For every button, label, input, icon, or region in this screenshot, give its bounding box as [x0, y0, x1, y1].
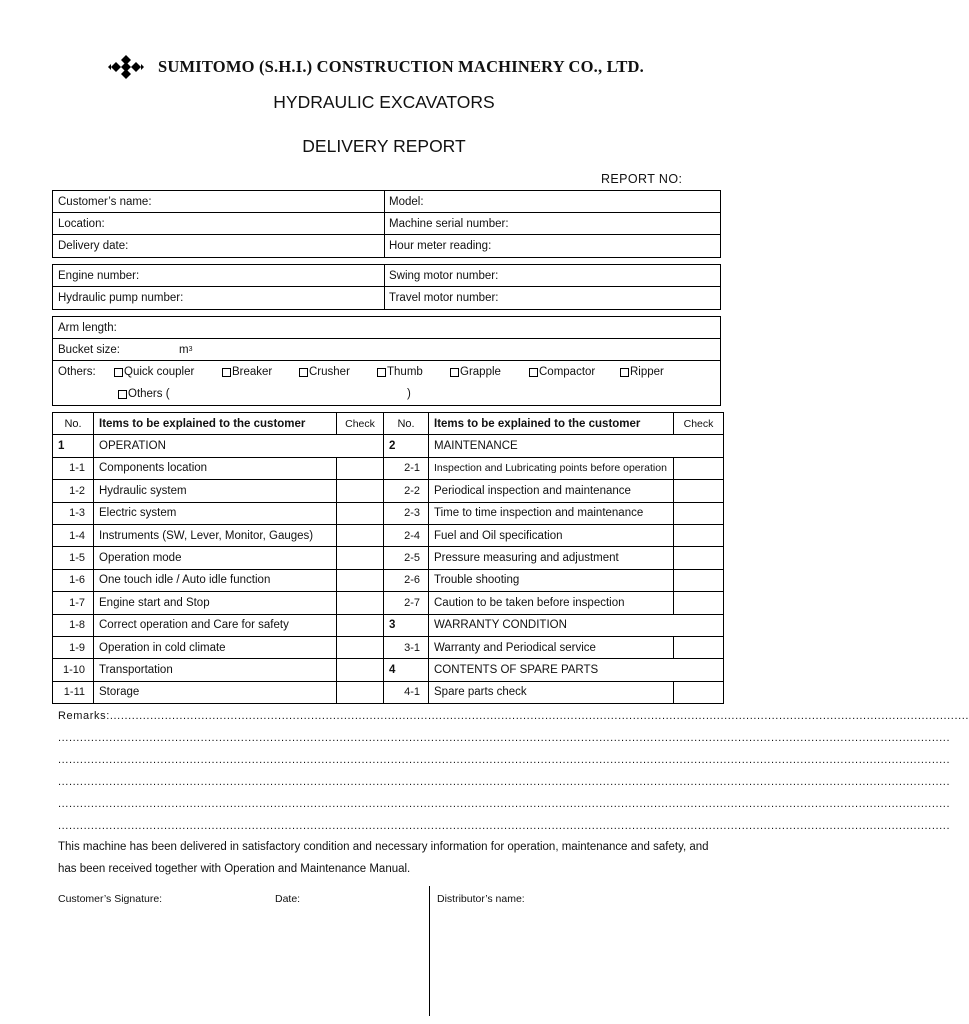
check-cell[interactable]	[674, 480, 724, 502]
check-cell[interactable]	[337, 681, 384, 703]
option-breaker[interactable]: Breaker	[222, 361, 272, 383]
section-title: WARRANTY CONDITION	[429, 614, 724, 636]
remarks-line[interactable]: ....................................................................................................................................................................................................................................................	[58, 776, 951, 788]
item-number: 2-4	[384, 524, 429, 546]
engine-number-field[interactable]: Engine number:	[58, 269, 140, 282]
option-compactor[interactable]: Compactor	[529, 361, 595, 383]
check-cell[interactable]	[337, 480, 384, 502]
item-number: 1-8	[53, 614, 94, 636]
item-label: Components location	[94, 457, 337, 479]
sumitomo-logo-icon	[108, 54, 144, 80]
model-field[interactable]: Model:	[389, 195, 424, 208]
col-no-header: No.	[53, 413, 94, 435]
others-label: Others:	[58, 366, 96, 378]
checkbox-icon[interactable]	[620, 368, 629, 377]
table-row	[53, 636, 724, 658]
table-row	[53, 547, 724, 569]
item-label: Fuel and Oil specification	[429, 524, 674, 546]
item-number: 4-1	[384, 681, 429, 703]
item-number: 2-7	[384, 592, 429, 614]
section-number: 1	[53, 435, 94, 457]
item-label: Electric system	[94, 502, 337, 524]
check-cell[interactable]	[674, 502, 724, 524]
section-number: 3	[384, 614, 429, 636]
checkbox-icon[interactable]	[299, 368, 308, 377]
hour-meter-field[interactable]: Hour meter reading:	[389, 240, 492, 252]
option-others[interactable]: Others (	[118, 383, 170, 405]
section-number: 2	[384, 435, 429, 457]
item-label: Transportation	[94, 659, 337, 681]
items-checklist-table	[52, 412, 724, 704]
table-row	[53, 524, 724, 546]
col-check-header: Check	[337, 413, 384, 435]
remarks-line[interactable]: ....................................................................................................................................................................................................................................................	[58, 798, 951, 810]
check-cell[interactable]	[674, 636, 724, 658]
remarks-line[interactable]: ....................................................................................................................................................................................................................................................	[58, 754, 951, 766]
remarks-label: Remarks:	[58, 710, 110, 722]
others-close-paren: )	[407, 388, 411, 400]
check-cell[interactable]	[337, 592, 384, 614]
company-header	[108, 54, 678, 80]
item-label: Instruments (SW, Lever, Monitor, Gauges)	[94, 524, 337, 546]
serial-number-field[interactable]: Machine serial number:	[389, 217, 509, 230]
item-label: Engine start and Stop	[94, 592, 337, 614]
checkbox-icon[interactable]	[529, 368, 538, 377]
check-cell[interactable]	[674, 681, 724, 703]
table-row	[53, 435, 724, 457]
item-number: 1-4	[53, 524, 94, 546]
customer-signature-field[interactable]: Customer’s Signature:	[58, 893, 163, 905]
item-number: 1-5	[53, 547, 94, 569]
table-row	[53, 681, 724, 703]
arm-length-field[interactable]: Arm length:	[58, 321, 117, 334]
document-subtitle: DELIVERY REPORT	[302, 136, 466, 156]
item-number: 1-9	[53, 636, 94, 658]
customer-info-box	[52, 190, 721, 258]
item-label: Correct operation and Care for safety	[94, 614, 337, 636]
item-number: 1-10	[53, 659, 94, 681]
item-number: 2-6	[384, 569, 429, 591]
section-title: OPERATION	[94, 435, 384, 457]
hydraulic-pump-field[interactable]: Hydraulic pump number:	[58, 292, 184, 304]
company-name: SUMITOMO (S.H.I.) CONSTRUCTION MACHINERY CO., LTD.	[158, 57, 644, 76]
table-header-row	[53, 413, 724, 435]
table-row	[53, 614, 724, 636]
travel-motor-field[interactable]: Travel motor number:	[389, 292, 499, 304]
col-items-header: Items to be explained to the customer	[429, 413, 674, 435]
check-cell[interactable]	[337, 547, 384, 569]
check-cell[interactable]	[674, 457, 724, 479]
table-row	[53, 592, 724, 614]
col-no-header: No.	[384, 413, 429, 435]
item-number: 1-1	[53, 457, 94, 479]
item-label: Hydraulic system	[94, 480, 337, 502]
option-ripper[interactable]: Ripper	[620, 361, 664, 383]
bucket-unit: m 3	[179, 343, 193, 356]
checkbox-icon[interactable]	[114, 368, 123, 377]
check-cell[interactable]	[674, 547, 724, 569]
item-label: Periodical inspection and maintenance	[429, 480, 674, 502]
table-row	[53, 457, 724, 479]
item-number: 1-3	[53, 502, 94, 524]
delivery-statement-line-2: has been received together with Operation and Maintenance Manual.	[58, 863, 411, 875]
remarks-line[interactable]: Remarks:...........................................................................................................................................................................................................................................	[58, 710, 969, 722]
table-row	[53, 480, 724, 502]
signature-divider	[429, 886, 430, 1016]
table-row	[53, 659, 724, 681]
item-number: 3-1	[384, 636, 429, 658]
section-number: 4	[384, 659, 429, 681]
item-label: Caution to be taken before inspection	[429, 592, 674, 614]
item-number: 1-2	[53, 480, 94, 502]
checkbox-icon[interactable]	[118, 390, 127, 399]
check-cell[interactable]	[674, 569, 724, 591]
swing-motor-field[interactable]: Swing motor number:	[389, 269, 499, 282]
checkbox-icon[interactable]	[222, 368, 231, 377]
item-number: 1-11	[53, 681, 94, 703]
document-title: HYDRAULIC EXCAVATORS	[273, 92, 495, 112]
item-label: Time to time inspection and maintenance	[429, 502, 674, 524]
component-numbers-box	[52, 264, 721, 310]
attachments-box	[52, 316, 721, 406]
location-field[interactable]: Location:	[58, 217, 105, 230]
item-number: 2-3	[384, 502, 429, 524]
check-cell[interactable]	[674, 524, 724, 546]
col-check-header: Check	[674, 413, 724, 435]
date-field[interactable]: Date:	[275, 893, 301, 905]
check-cell[interactable]	[337, 659, 384, 681]
remarks-line[interactable]: ....................................................................................................................................................................................................................................................	[58, 732, 951, 744]
item-number: 1-6	[53, 569, 94, 591]
check-cell[interactable]	[337, 636, 384, 658]
item-number: 2-1	[384, 457, 429, 479]
table-row	[53, 502, 724, 524]
table-row	[53, 569, 724, 591]
item-number: 1-7	[53, 592, 94, 614]
option-quick-coupler[interactable]: Quick coupler	[114, 361, 194, 383]
checkbox-icon[interactable]	[377, 368, 386, 377]
distributor-name-field[interactable]: Distributor’s name:	[437, 893, 525, 905]
section-title: CONTENTS OF SPARE PARTS	[429, 659, 724, 681]
check-cell[interactable]	[674, 592, 724, 614]
item-label: Inspection and Lubricating points before operation	[429, 457, 674, 479]
check-cell[interactable]	[337, 569, 384, 591]
customer-name-field[interactable]: Customer’s name:	[58, 195, 152, 208]
item-label: Operation mode	[94, 547, 337, 569]
item-label: Trouble shooting	[429, 569, 674, 591]
item-label: Pressure measuring and adjustment	[429, 547, 674, 569]
option-thumb[interactable]: Thumb	[377, 361, 423, 383]
checkbox-icon[interactable]	[450, 368, 459, 377]
item-label: Warranty and Periodical service	[429, 636, 674, 658]
remarks-line[interactable]: ....................................................................................................................................................................................................................................................	[58, 820, 951, 832]
item-label: Storage	[94, 681, 337, 703]
bucket-size-field[interactable]: Bucket size:	[58, 343, 120, 356]
check-cell[interactable]	[337, 524, 384, 546]
item-number: 2-2	[384, 480, 429, 502]
delivery-date-field[interactable]: Delivery date:	[58, 240, 129, 252]
check-cell[interactable]	[337, 502, 384, 524]
item-label: One touch idle / Auto idle function	[94, 569, 337, 591]
item-label: Operation in cold climate	[94, 636, 337, 658]
section-title: MAINTENANCE	[429, 435, 724, 457]
option-grapple[interactable]: Grapple	[450, 361, 501, 383]
check-cell[interactable]	[337, 614, 384, 636]
delivery-statement-line-1: This machine has been delivered in satisfactory condition and necessary information for operation, maintenance and safety, and	[58, 841, 709, 853]
item-label: Spare parts check	[429, 681, 674, 703]
option-crusher[interactable]: Crusher	[299, 361, 350, 383]
report-number-label: REPORT NO:	[601, 172, 683, 186]
col-items-header: Items to be explained to the customer	[94, 413, 337, 435]
check-cell[interactable]	[337, 457, 384, 479]
item-number: 2-5	[384, 547, 429, 569]
